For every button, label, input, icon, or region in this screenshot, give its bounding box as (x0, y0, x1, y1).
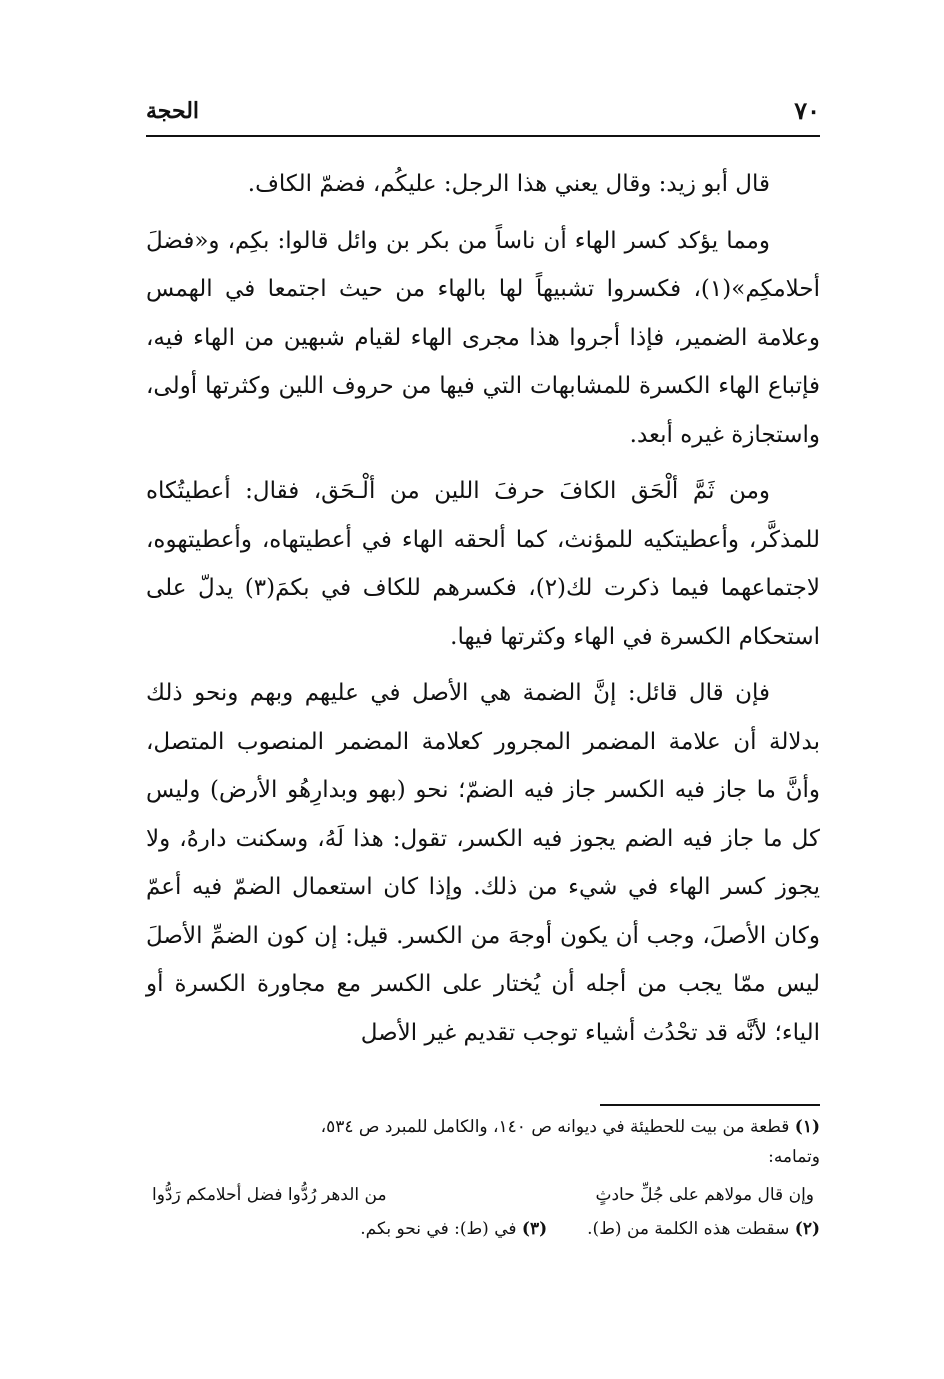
footnote-1-number: (١) (794, 1117, 820, 1137)
paragraph-3: ومن ثَمَّ ألْحَق الكافَ حرفَ اللين من ألْـحَق، فقال: أعطيتُكاه للمذكَّر، وأعطيتكيه للمؤنث، كما ألحقه الهاء في أعطيتهاه، وأعطيتهوه، لاجتماعهما فيما ذكرت لك(٢)، فكسرهم للكاف في بكمَ(٣) يدلّ على استحكام الكسرة في الهاء وكثرتها فيها. (146, 478, 820, 650)
footnote-1 (146, 1112, 820, 1142)
footnote-3-number: (٣) (521, 1219, 548, 1239)
footnote-1-text: قطعة من بيت للحطيئة في ديوانه ص ١٤٠، والكامل للمبرد ص ٥٣٤، (320, 1117, 790, 1137)
footnote-1-continuation: وتمامه: (768, 1147, 820, 1167)
footnote-3-text: في (ط): في نحو بكم. (360, 1219, 517, 1239)
footnote-2-text: سقطت هذه الكلمة من (ط). (587, 1219, 790, 1239)
main-text (146, 160, 820, 1065)
running-title: الحجة (146, 98, 200, 124)
page-header (146, 96, 820, 130)
footnote-verse (146, 1180, 820, 1210)
paragraph-1: قال أبو زيد: وقال يعني هذا الرجل: عليكُم، فضمّ الكاف. (247, 171, 770, 197)
footnotes-2-3-row (146, 1214, 820, 1244)
verse-first-hemistich: وإن قال مولاهم على جُلِّ حادثٍ (595, 1185, 814, 1205)
footnote-3 (360, 1214, 547, 1244)
paragraph-2: ومما يؤكد كسر الهاء أن ناساً من بكر بن وائل قالوا: بكِم، و«فضلَ أحلامكِم»(١)، فكسروا تشبيهاً لها بالهاء من حيث اجتمعا في الهمس وعلامة الضمير، فإذا أجروا هذا مجرى الهاء لقيام شبهين من الهاء فيه، فإتباع الهاء الكسرة للمشابهات التي فيها من حروف اللين وكثرتها أولى، واستجازة غيره أبعد. (146, 227, 820, 448)
header-divider (146, 135, 820, 137)
footnotes (146, 1112, 820, 1244)
footnote-2 (587, 1214, 820, 1244)
footnote-divider (600, 1104, 820, 1106)
page-number: ٧٠ (794, 96, 820, 125)
verse-second-hemistich: من الدهر رُدُّوا فضل أحلامكم رَدُّوا (152, 1185, 387, 1205)
footnote-2-number: (٢) (794, 1219, 820, 1239)
paragraph-4: فإن قال قائل: إنَّ الضمة هي الأصل في عليهم وبهم ونحو ذلك بدلالة أن علامة المضمر المجرور كعلامة المضمر المنصوب المتصل، وأنَّ ما جاز فيه الكسر جاز فيه الضمّ؛ نحو (بهو وبدارِهُو الأرض) وليس كل ما جاز فيه الضم يجوز فيه الكسر، تقول: هذا لَهُ، وسكنت دارهُ، ولا يجوز كسر الهاء في شيء من ذلك. وإذا كان استعمال الضمّ فيه أعمّ وكان الأصلَ، وجب أن يكون أوجهَ من الكسر. قيل: إن كون الضمِّ الأصلَ ليس ممّا يجب من أجله أن يُختار على الكسر مع مجاورة الكسرة أو الياء؛ لأنَّه قد تحْدُث أشياء توجب تقديم غير الأصل (146, 680, 820, 1046)
